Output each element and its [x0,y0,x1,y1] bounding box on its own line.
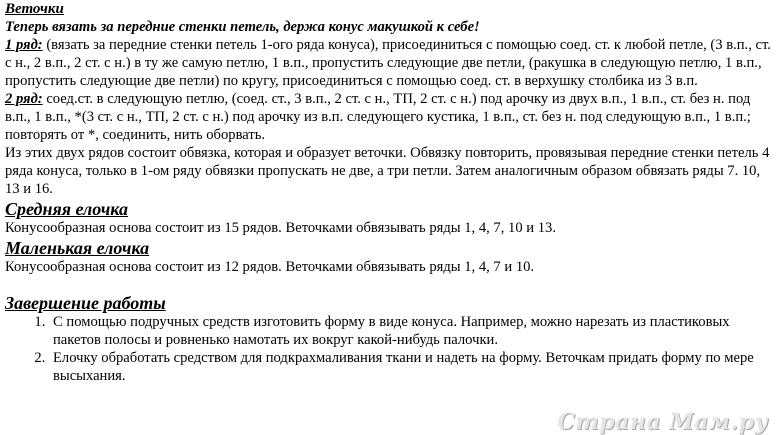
srednyaya-elochka-text: Конусообразная основа состоит из 15 рядов. Веточками обвязывать ряды 1, 4, 7, 10 и 13. [5,220,556,236]
section-heading-malenkaya-elochka: Маленькая елочка [5,238,150,258]
closing-paragraph: Из этих двух рядов состоит обвязка, которая и образует веточки. Обвязку повторить, провязывая передние стенки петель 4 ряда конуса, только в 1-ом ряду обвязки пропускать не две, а три петли. Затем аналогичным образом обвязать ряды 7. 10, 13 и 16. [5,145,770,197]
row-2-paragraph [5,90,771,144]
row-1-paragraph [5,36,771,90]
section-heading-vetochki: Веточки [5,1,64,17]
spacer [5,276,771,292]
site-watermark: Страна Мам.ру [557,409,768,435]
row-1-text: (вязать за передние стенки петель 1-ого ряда конуса), присоединиться с помощью соед. ст. к любой петле, (3 в.п., ст. с н., 2 в.п., 2 ст. с н.) в ту же самую петлю, 1 в.п., пропустить следующие две петли, (ракушка в следующую петлю, 1 в.п., пропустить следующие две петли) по кругу, присоединиться с помощью соед. ст. в верхушку столбика из 3 в.п. [5,37,771,89]
instruction-line: Теперь вязать за передние стенки петель, держа конус макушкой к себе! [5,19,480,35]
row-2-text: соед.ст. в следующую петлю, (соед. ст., 3 в.п., 2 ст. с н., ТП, 2 ст. с н.) под арочку из двух в.п., 1 в.п., ст. без н. под в.п., 1 в.п., *(3 ст. с н., ТП, 2 ст. с н.) под арочку из в.п. следующего кустика, 1 в.п., ст. без н. под следующую в.п., 1 в.п.; повторять от *, соединить, нить оборвать. [5,91,751,143]
list-item: 1. С помощью подручных средств изготовить форму в виде конуса. Например, можно нарезать из пластиковых пакетов полосы и ровненько намотать их вокруг какой-нибудь палочки. [49,313,771,349]
section-heading-zavershenie: Завершение работы [5,293,166,313]
list-item: 2. Елочку обработать средством для подкрахмаливания ткани и надеть на форму. Веточкам придать форму по мере высыхания. [49,349,771,385]
row-2-label: 2 ряд: [5,91,43,107]
section-heading-srednyaya-elochka: Средняя елочка [5,199,128,219]
document-page [5,0,771,385]
finishing-steps-list [5,313,771,385]
row-1-label: 1 ряд: [5,37,43,53]
malenkaya-elochka-text: Конусообразная основа состоит из 12 рядов. Веточками обвязывать ряды 1, 4, 7 и 10. [5,259,535,275]
